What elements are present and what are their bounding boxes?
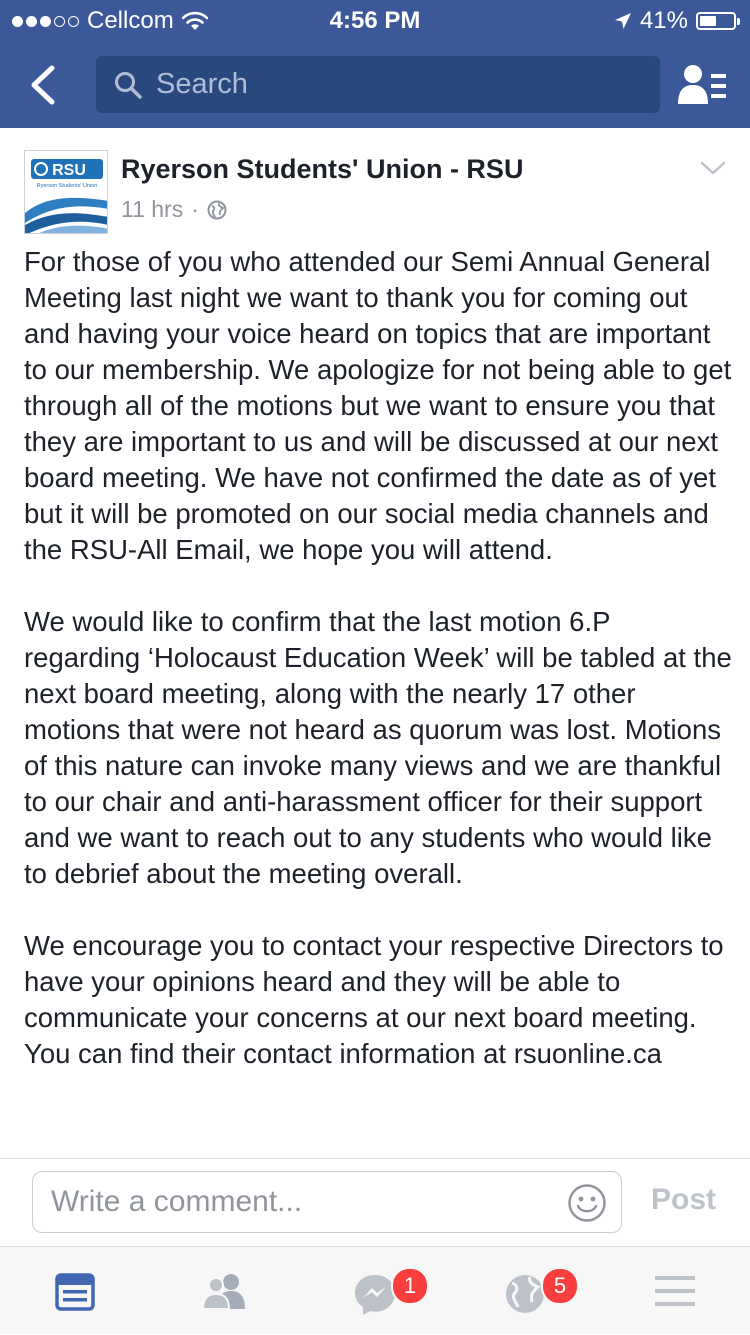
post-paragraph: We would like to confirm that the last motion 6.P regarding ‘Holocaust Education Week’ will be tabled at the next board meeting, along with the nearly 17 other motions that were not heard as quorum was lost. Motions of this nature can invoke many views and we are thankful to our chair and anti-harassment officer for their support and we want to reach out to any students who would like to debrief about the meeting overall. (24, 606, 732, 889)
post-paragraph: For those of you who attended our Semi Annual General Meeting last night we want to thank you for coming out and having your voice heard on topics that are important to our membership. We apologize for not being able to get through all of the motions but we want to ensure you that they are important to us and will be discussed at our next board meeting. We have not confirmed the date as of yet but it will be promoted on our social media channels and the RSU-All Email, we hope you will attend. (24, 246, 732, 565)
status-time: 4:56 PM (329, 7, 421, 34)
chevron-left-icon (24, 60, 60, 110)
meta-separator: · (191, 196, 199, 222)
location-arrow-icon (614, 12, 632, 30)
sticker-smiley-icon[interactable] (567, 1183, 607, 1223)
messenger-badge: 1 (391, 1267, 429, 1305)
page-name[interactable]: Ryerson Students' Union - RSU (121, 154, 524, 184)
news-feed-icon (55, 1273, 95, 1311)
back-button[interactable] (24, 60, 72, 110)
notifications-globe-icon (504, 1273, 546, 1315)
comment-box[interactable] (32, 1171, 622, 1233)
battery-icon (696, 12, 736, 30)
comment-input[interactable] (49, 1184, 553, 1220)
comment-bar (0, 1158, 750, 1246)
friends-icon (201, 1273, 249, 1309)
tab-friends[interactable] (150, 1247, 300, 1335)
search-bar[interactable] (96, 56, 660, 113)
top-bar (0, 0, 750, 128)
tab-more[interactable] (600, 1247, 750, 1335)
post-timestamp[interactable]: 11 hrs (121, 196, 184, 222)
chevron-down-icon (700, 160, 726, 176)
tab-messenger[interactable] (300, 1247, 450, 1335)
search-input[interactable] (154, 67, 638, 102)
svg-text:RSU: RSU (52, 162, 86, 179)
tab-bar (0, 1246, 750, 1334)
notifications-badge: 5 (541, 1267, 579, 1305)
tab-notifications[interactable] (450, 1247, 600, 1335)
post-options-button[interactable] (700, 160, 726, 181)
page-avatar[interactable] (24, 150, 108, 234)
post-comment-button[interactable]: Post (651, 1183, 717, 1216)
globe-icon (207, 200, 227, 220)
carrier-name: Cellcom (87, 7, 174, 34)
status-bar (0, 0, 750, 40)
tab-news-feed[interactable] (0, 1247, 150, 1335)
search-icon (114, 71, 142, 99)
messenger-icon (353, 1273, 397, 1317)
menu-icon (653, 1273, 697, 1309)
friend-requests-button[interactable] (678, 62, 728, 108)
post (0, 128, 750, 1158)
battery-percent: 41% (639, 7, 688, 34)
post-paragraph: We encourage you to contact your respective Directors to have your opinions heard and they will be able to communicate your concerns at our next board meeting. You can find their contact information at rsuonline.ca (24, 930, 724, 1069)
post-body (24, 244, 732, 1108)
post-meta (121, 196, 227, 223)
rsu-logo-icon (25, 151, 108, 234)
friend-requests-icon (678, 62, 728, 108)
svg-text:Ryerson Students' Union: Ryerson Students' Union (36, 183, 98, 189)
